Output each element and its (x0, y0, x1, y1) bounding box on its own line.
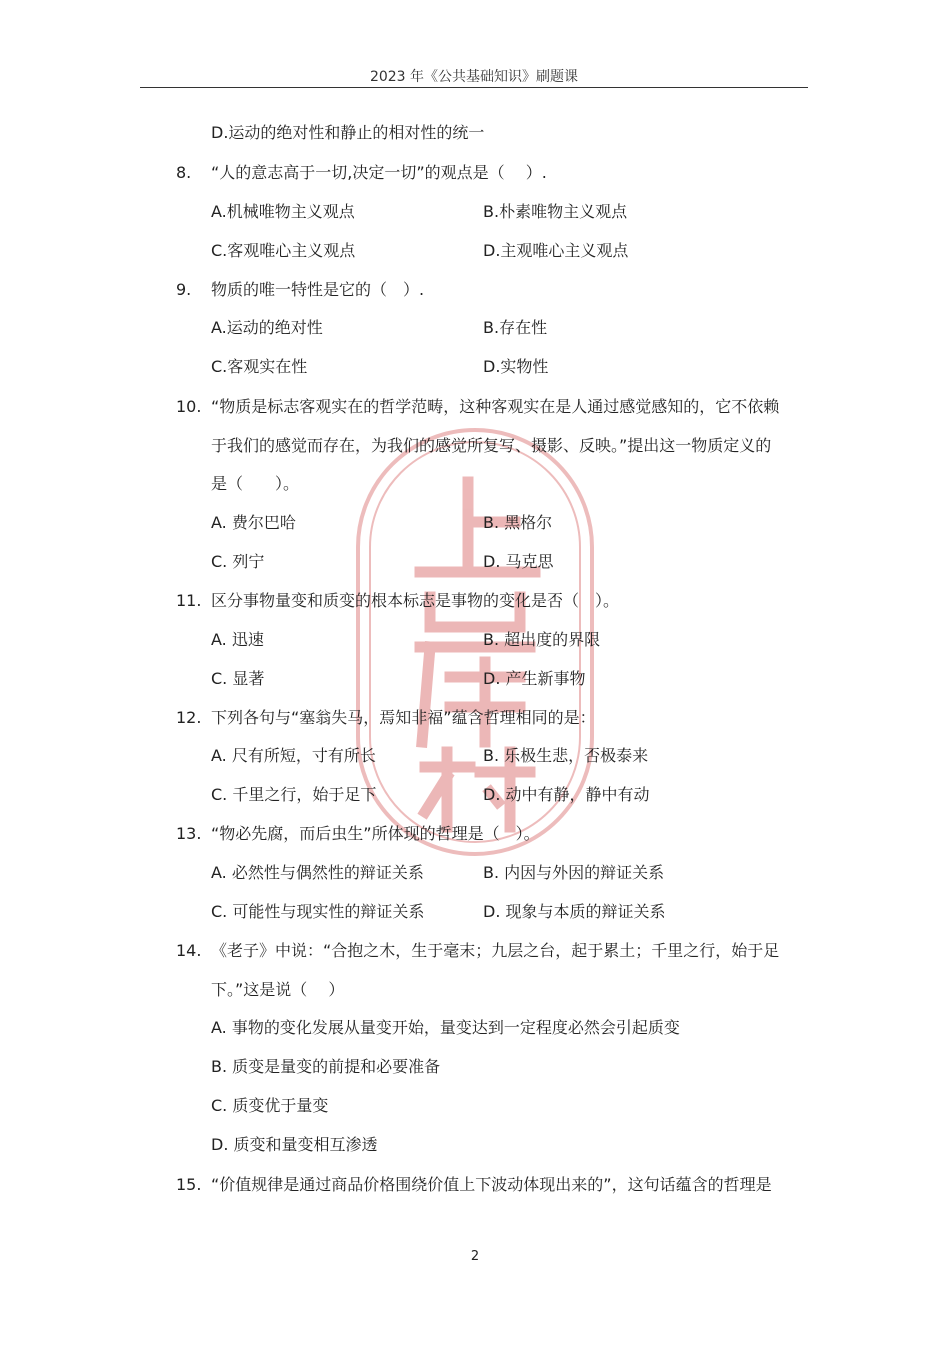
q8-option-a: A.机械唯物主义观点 (211, 202, 355, 221)
q9-option-d: D.实物性 (483, 357, 549, 376)
q10-stem-line1: “物质是标志客观实在的哲学范畴，这种客观实在是人通过感觉感知的，它不依赖 (211, 397, 780, 416)
q9-option-a: A.运动的绝对性 (211, 318, 323, 337)
q10-option-c: C. 列宁 (211, 552, 265, 571)
q9-number: 9. (176, 280, 192, 299)
q14-option-b: B. 质变是量变的前提和必要准备 (211, 1057, 441, 1076)
q15-stem-line1: “价值规律是通过商品价格围绕价值上下波动体现出来的”，这句话蕴含的哲理是 (211, 1175, 772, 1194)
q12-number: 12. (176, 708, 202, 727)
q11-option-b: B. 超出度的界限 (483, 630, 601, 649)
q13-option-a: A. 必然性与偶然性的辩证关系 (211, 863, 424, 882)
q11-number: 11. (176, 591, 202, 610)
q12-option-d: D. 动中有静，静中有动 (483, 785, 650, 804)
q14-option-a: A. 事物的变化发展从量变开始，量变达到一定程度必然会引起质变 (211, 1018, 680, 1037)
q10-number: 10. (176, 397, 202, 416)
q11-option-a: A. 迅速 (211, 630, 264, 649)
q14-number: 14. (176, 941, 202, 960)
q12-option-b: B. 乐极生悲，否极泰来 (483, 746, 649, 765)
q9-option-b: B.存在性 (483, 318, 548, 337)
q9-stem: 物质的唯一特性是它的（ ）. (211, 280, 425, 299)
q12-option-c: C. 千里之行，始于足下 (211, 785, 377, 804)
q10-option-d: D. 马克思 (483, 552, 554, 571)
q8-option-c: C.客观唯心主义观点 (211, 241, 356, 260)
q13-option-c: C. 可能性与现实性的辩证关系 (211, 902, 425, 921)
q13-stem: “物必先腐，而后虫生”所体现的哲理是（ ）。 (211, 824, 540, 843)
q7-option-d: D.运动的绝对性和静止的相对性的统一 (211, 123, 485, 142)
q14-stem-line2: 下。”这是说（ ） (211, 980, 345, 999)
page-header: 2023 年《公共基础知识》刷题课 (369, 69, 579, 85)
q10-stem-line3: 是（ ）。 (211, 474, 300, 493)
q11-stem: 区分事物量变和质变的根本标志是事物的变化是否（ ）。 (211, 591, 620, 610)
q11-option-d: D. 产生新事物 (483, 669, 586, 688)
q8-number: 8. (176, 163, 192, 182)
q13-option-b: B. 内因与外因的辩证关系 (483, 863, 665, 882)
header-rule (140, 87, 808, 88)
q10-option-b: B. 黑格尔 (483, 513, 553, 532)
q8-stem: “人的意志高于一切,决定一切”的观点是（ ）. (211, 163, 547, 182)
q12-stem: 下列各句与“塞翁失马，焉知非福”蕴含哲理相同的是： (211, 708, 596, 727)
q15-number: 15. (176, 1175, 202, 1194)
q10-stem-line2: 于我们的感觉而存在，为我们的感觉所复写、摄影、反映。”提出这一物质定义的 (211, 436, 772, 455)
q14-option-d: D. 质变和量变相互渗透 (211, 1135, 378, 1154)
q8-option-b: B.朴素唯物主义观点 (483, 202, 628, 221)
q13-option-d: D. 现象与本质的辩证关系 (483, 902, 666, 921)
q13-number: 13. (176, 824, 202, 843)
q14-option-c: C. 质变优于量变 (211, 1096, 329, 1115)
q11-option-c: C. 显著 (211, 669, 265, 688)
q14-stem-line1: 《老子》中说：“合抱之木，生于毫末；九层之台，起于累土；千里之行，始于足 (211, 941, 780, 960)
q8-option-d: D.主观唯心主义观点 (483, 241, 629, 260)
q10-option-a: A. 费尔巴哈 (211, 513, 296, 532)
q12-option-a: A. 尺有所短，寸有所长 (211, 746, 376, 765)
q9-option-c: C.客观实在性 (211, 357, 308, 376)
page-number: 2 (470, 1249, 480, 1264)
